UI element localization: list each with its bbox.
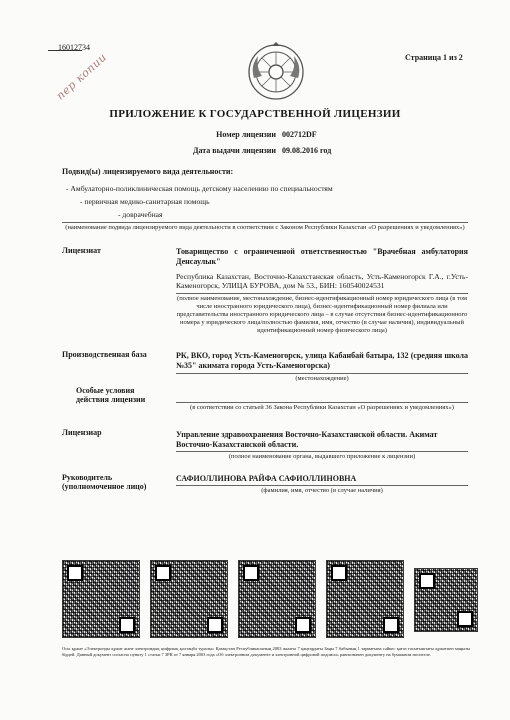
divider: [176, 485, 468, 486]
licensor-caption: (полное наименование органа, выдавшего приложение к лицензии): [228, 453, 416, 460]
handwritten-note: пер копии: [53, 50, 110, 103]
issue-date-label: Дата выдачи лицензии: [192, 146, 276, 155]
base-caption: (местонахождение): [295, 375, 349, 382]
license-number: 002712DF: [282, 130, 317, 139]
licensee-name: Товарищество с ограниченной ответственностью "Врачебная амбулатория Денсаулык": [176, 247, 468, 266]
licensor-label: Лицензиар: [62, 428, 102, 437]
subtype-item: - первичная медико-санитарная помощь: [80, 197, 210, 206]
licensee-label: Лицензиат: [62, 246, 101, 255]
head-label: Руководитель (уполномоченное лицо): [62, 473, 147, 491]
document-title: ПРИЛОЖЕНИЕ К ГОСУДАРСТВЕННОЙ ЛИЦЕНЗИИ: [109, 108, 401, 120]
divider: [176, 293, 468, 294]
subtypes-caption: (наименование подвида лицензируемого вида деятельности в соответствии с Законом Республики Казахстан «О разрешениях и уведомлениях»): [65, 224, 465, 231]
licensee-address: Республика Казахстан, Восточно-Казахстанская область, Усть-Каменогорск Г.А., г.Усть-Каменогорск, УЛИЦА БУРОВА, дом № 53., БИН: 160540024531: [176, 272, 468, 290]
page-counter: Страница 1 из 2: [405, 53, 463, 62]
base-value: РК, ВКО, город Усть-Каменогорск, улица Кабанбай батыра, 132 (средняя школа №35" акимата города Усть-Каменогорска): [176, 351, 468, 370]
subtype-item: - доврачебная: [118, 210, 163, 219]
qr-code: [238, 560, 316, 638]
subtype-item: - Амбулаторно-поликлиническая помощь детскому населению по специальностям: [66, 184, 333, 193]
qr-code: [62, 560, 140, 638]
licensee-caption: (полное наименование, местонахождение, бизнес-идентификационный номер юридического лица (в том числе иностранного юридического лица), бизнес-идентификационный номер филиала или представительства иностранного юридического лица – в случае отсутствия бизнес-идентификационного номера у юридического лица/полностью фамилия, имя, отчество (в случае наличия), индивидуальный идентификационный номер физического лица): [176, 295, 468, 334]
divider: [176, 451, 468, 452]
strike-line: [48, 50, 82, 51]
special-conditions-caption: (в соответствии со статьей 36 Закона Республики Казахстан «О разрешениях и уведомлениях»): [190, 404, 454, 411]
licensor-value: Управление здравоохранения Восточно-Казахстанской области. Акимат Восточно-Казахстанской области.: [176, 430, 438, 449]
divider: [176, 402, 468, 403]
qr-code: [326, 560, 404, 638]
base-label: Производственная база: [62, 350, 147, 359]
head-caption: (фамилия, имя, отчество (в случае наличия): [261, 487, 383, 494]
license-number-label: Номер лицензии: [216, 130, 276, 139]
qr-code: [150, 560, 228, 638]
head-value: САФИОЛЛИНОВА РАЙФА САФИОЛЛИНОВНА: [176, 474, 357, 483]
qr-code: [414, 568, 478, 632]
divider: [62, 222, 468, 223]
issue-date: 09.08.2016 год: [282, 146, 332, 155]
state-emblem-icon: [246, 42, 306, 102]
footer-legal-note: Осы құжат «Электронды құжат және электрондық цифрлық қолтаңба туралы» Қазақстан Республикасының 2003 жылғы 7 қаңтардағы Заңы 7 бабының 1 тармағына сәйкес қағаз тасығыштағы құжатпен маңызы бірдей. Данный документ согласно пункту 1 статьи 7 ЗРК от 7 января 2003 года «Об электронном документе и электронной цифровой подписи» равнозначен документу на бумажном носителе.: [62, 646, 470, 657]
special-conditions-label: Особые условия действия лицензии: [76, 386, 146, 404]
subtypes-heading: Подвид(ы) лицензируемого вида деятельности:: [62, 167, 234, 176]
divider: [176, 373, 468, 374]
document-number: 16012734: [58, 43, 90, 52]
